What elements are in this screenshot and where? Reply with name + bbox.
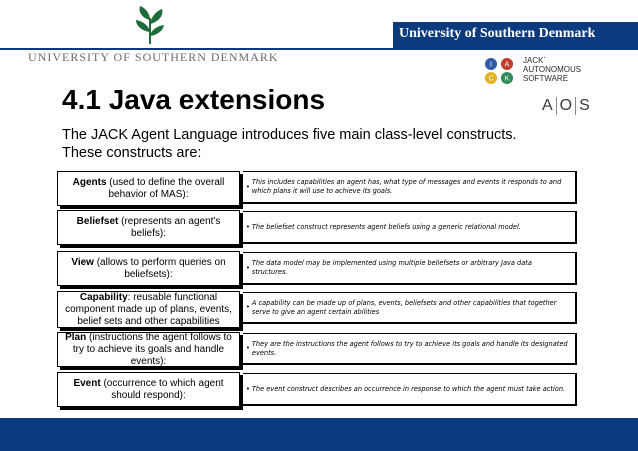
construct-detail-beliefset (243, 211, 577, 244)
construct-card-view (57, 251, 240, 286)
construct-detail-text: The beliefset construct represents agent beliefs using a generic relational model. (251, 222, 521, 231)
construct-desc: (occurrence to which agent should respond): (100, 377, 224, 401)
bullet-icon: • (246, 384, 250, 393)
bullet-icon: • (246, 222, 250, 231)
university-banner-title: University of Southern Denmark (399, 26, 596, 41)
slide-title: 4.1 Java extensions (62, 84, 326, 115)
construct-name: Agents (72, 176, 107, 188)
intro-line: The JACK Agent Language introduces five main class-level constructs. (62, 127, 517, 143)
construct-label (62, 257, 235, 281)
construct-card-event (57, 372, 240, 407)
construct-detail-text: The event construct describes an occurrence in response to which the agent must take action. (251, 384, 566, 393)
construct-detail-text: This includes capabilities an agent has, what type of messages and events it responds to and which plans it will use to achieve its goals. (251, 178, 562, 195)
construct-label (62, 177, 235, 201)
construct-detail-view (243, 252, 577, 285)
construct-desc: (allows to perform queries on beliefsets): (93, 256, 226, 280)
construct-desc: (used to define the overall behavior of MAS): (106, 176, 225, 200)
construct-label (60, 332, 237, 368)
jack-circle-letter: K (504, 75, 510, 83)
bullet-icon: • (246, 344, 250, 352)
aos-letter: O (559, 97, 573, 114)
jack-logo-line: JACK´ (523, 56, 547, 65)
university-logo-text: UNIVERSITY OF SOUTHERN DENMARK (28, 50, 279, 64)
construct-name: Capability (79, 291, 128, 303)
construct-detail-text: The data model may be implemented using multiple beliefsets or arbitrary Java data structures. (251, 259, 532, 276)
construct-name: View (71, 256, 94, 268)
jack-logo-line: SOFTWARE (523, 74, 569, 83)
construct-desc: (instructions the agent follows to try to achieve its goals and handle events): (72, 331, 232, 367)
bullet-icon: • (246, 182, 250, 191)
construct-card-plan (57, 332, 240, 367)
construct-detail-text: They are the instructions the agent follows to try to achieve its goals and handle its designated events. (251, 339, 568, 357)
construct-card-beliefset (57, 210, 240, 245)
jack-circle-letter: I (490, 61, 492, 69)
jack-circles-icon (483, 56, 519, 86)
construct-name: Event (73, 377, 101, 389)
aos-logo (539, 96, 593, 116)
university-logo-icon (130, 4, 170, 46)
jack-circle-letter: C (488, 75, 494, 83)
construct-desc: : reusable functional component made up of plans, events, belief sets and other capabilities (65, 291, 232, 327)
construct-card-agents (57, 171, 240, 206)
aos-letter: S (579, 97, 590, 114)
construct-label (62, 292, 235, 328)
construct-name: Beliefset (76, 215, 119, 227)
bullet-icon: • (246, 303, 250, 311)
aos-letter: A (542, 97, 553, 114)
footer-band (0, 418, 638, 451)
construct-detail-agents (243, 171, 577, 204)
construct-detail-event (243, 373, 577, 406)
construct-name: Plan (65, 331, 87, 343)
construct-card-capability (57, 291, 240, 328)
intro-line: These constructs are: (62, 145, 202, 161)
jack-logo (483, 54, 633, 120)
construct-detail-text: A capability can be made up of plans, events, beliefsets and other capabilities that together serve to give an agent certain abilities (251, 298, 557, 316)
intro-text (62, 126, 622, 162)
construct-label (62, 378, 235, 402)
construct-detail-plan (243, 333, 577, 365)
jack-circle-letter: A (504, 61, 510, 69)
construct-detail-capability (243, 292, 577, 324)
bullet-icon: • (246, 263, 250, 272)
construct-label (62, 216, 235, 240)
jack-logo-line: AUTONOMOUS (523, 65, 582, 74)
construct-desc: (represents an agent's beliefs): (118, 215, 221, 239)
